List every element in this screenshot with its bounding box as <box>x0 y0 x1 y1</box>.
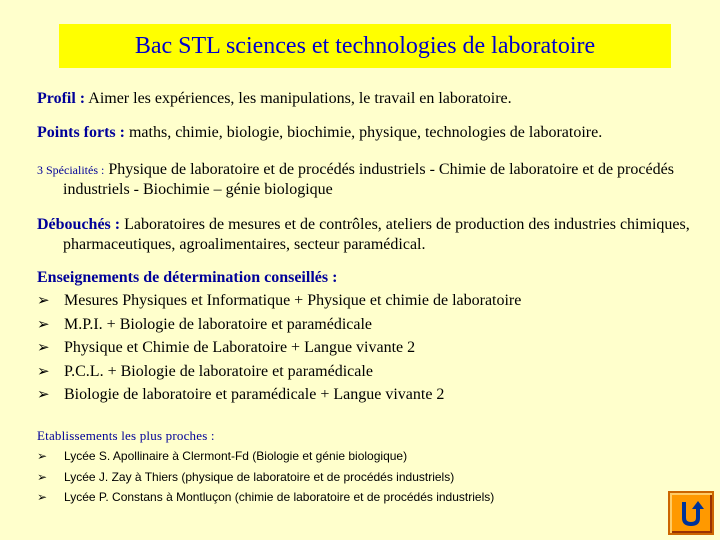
points-forts-text: maths, chimie, biologie, biochimie, physique, technologies de laboratoire. <box>124 124 603 141</box>
profil-label: Profil : <box>37 90 86 107</box>
list-item: ➢ P.C.L. + Biologie de laboratoire et paramédicale <box>37 362 373 380</box>
list-item: ➢ Lycée P. Constans à Montluçon (chimie de laboratoire et de procédés industriels) <box>37 487 702 508</box>
etablissements-label: Etablissements les plus proches : <box>37 428 215 443</box>
profil-line <box>37 89 702 109</box>
arrow-right-icon: ➢ <box>37 316 50 333</box>
profil-text: Aimer les expériences, les manipulations, le travail en laboratoire. <box>85 90 512 107</box>
list-item: ➢ Lycée J. Zay à Thiers (physique de laboratoire et de procédés industriels) <box>37 467 702 488</box>
debouches-block <box>37 215 720 255</box>
specialites-text: Physique de laboratoire et de procédés industriels - Chimie de laboratoire et de procédés industriels - Biochimie – génie biologique <box>63 161 674 198</box>
points-forts-label: Points forts : <box>37 124 125 141</box>
specialites-block <box>37 160 720 200</box>
arrow-right-icon: ➢ <box>37 490 48 504</box>
list-item: ➢ Physique et Chimie de Laboratoire + Langue vivante 2 <box>37 339 416 356</box>
page-title: Bac STL sciences et technologies de laboratoire <box>134 32 596 59</box>
points-forts-line <box>37 123 702 143</box>
list-item: ➢ M.P.I. + Biologie de laboratoire et paramédicale <box>37 315 373 333</box>
debouches-text: Laboratoires de mesures et de contrôles, ateliers de production des industries chimiques, pharmaceutiques, agroalimentaires, secteur paramédical. <box>63 216 690 253</box>
arrow-right-icon: ➢ <box>37 340 50 356</box>
arrow-right-icon: ➢ <box>37 363 50 380</box>
arrow-right-icon: ➢ <box>37 469 48 484</box>
list-item: ➢ Mesures Physiques et Informatique + Physique et chimie de laboratoire <box>37 292 522 309</box>
enseignements-label: Enseignements de détermination conseillés : <box>37 269 338 286</box>
return-button[interactable] <box>668 491 714 535</box>
debouches-label: Débouchés : <box>37 216 121 233</box>
title-box <box>59 24 671 68</box>
arrow-right-icon: ➢ <box>37 449 48 463</box>
arrow-right-icon: ➢ <box>37 387 50 403</box>
list-item: ➢ Biologie de laboratoire et paramédicale + Langue vivante 2 <box>37 386 445 403</box>
arrow-right-icon: ➢ <box>37 293 50 309</box>
list-item: ➢ Lycée S. Apollinaire à Clermont-Fd (Biologie et génie biologique) <box>37 446 702 467</box>
specialites-label: 3 Spécialités : <box>37 163 105 177</box>
enseignements-block <box>37 268 702 409</box>
return-u-arrow-icon <box>676 498 706 528</box>
etablissements-block <box>37 426 702 508</box>
